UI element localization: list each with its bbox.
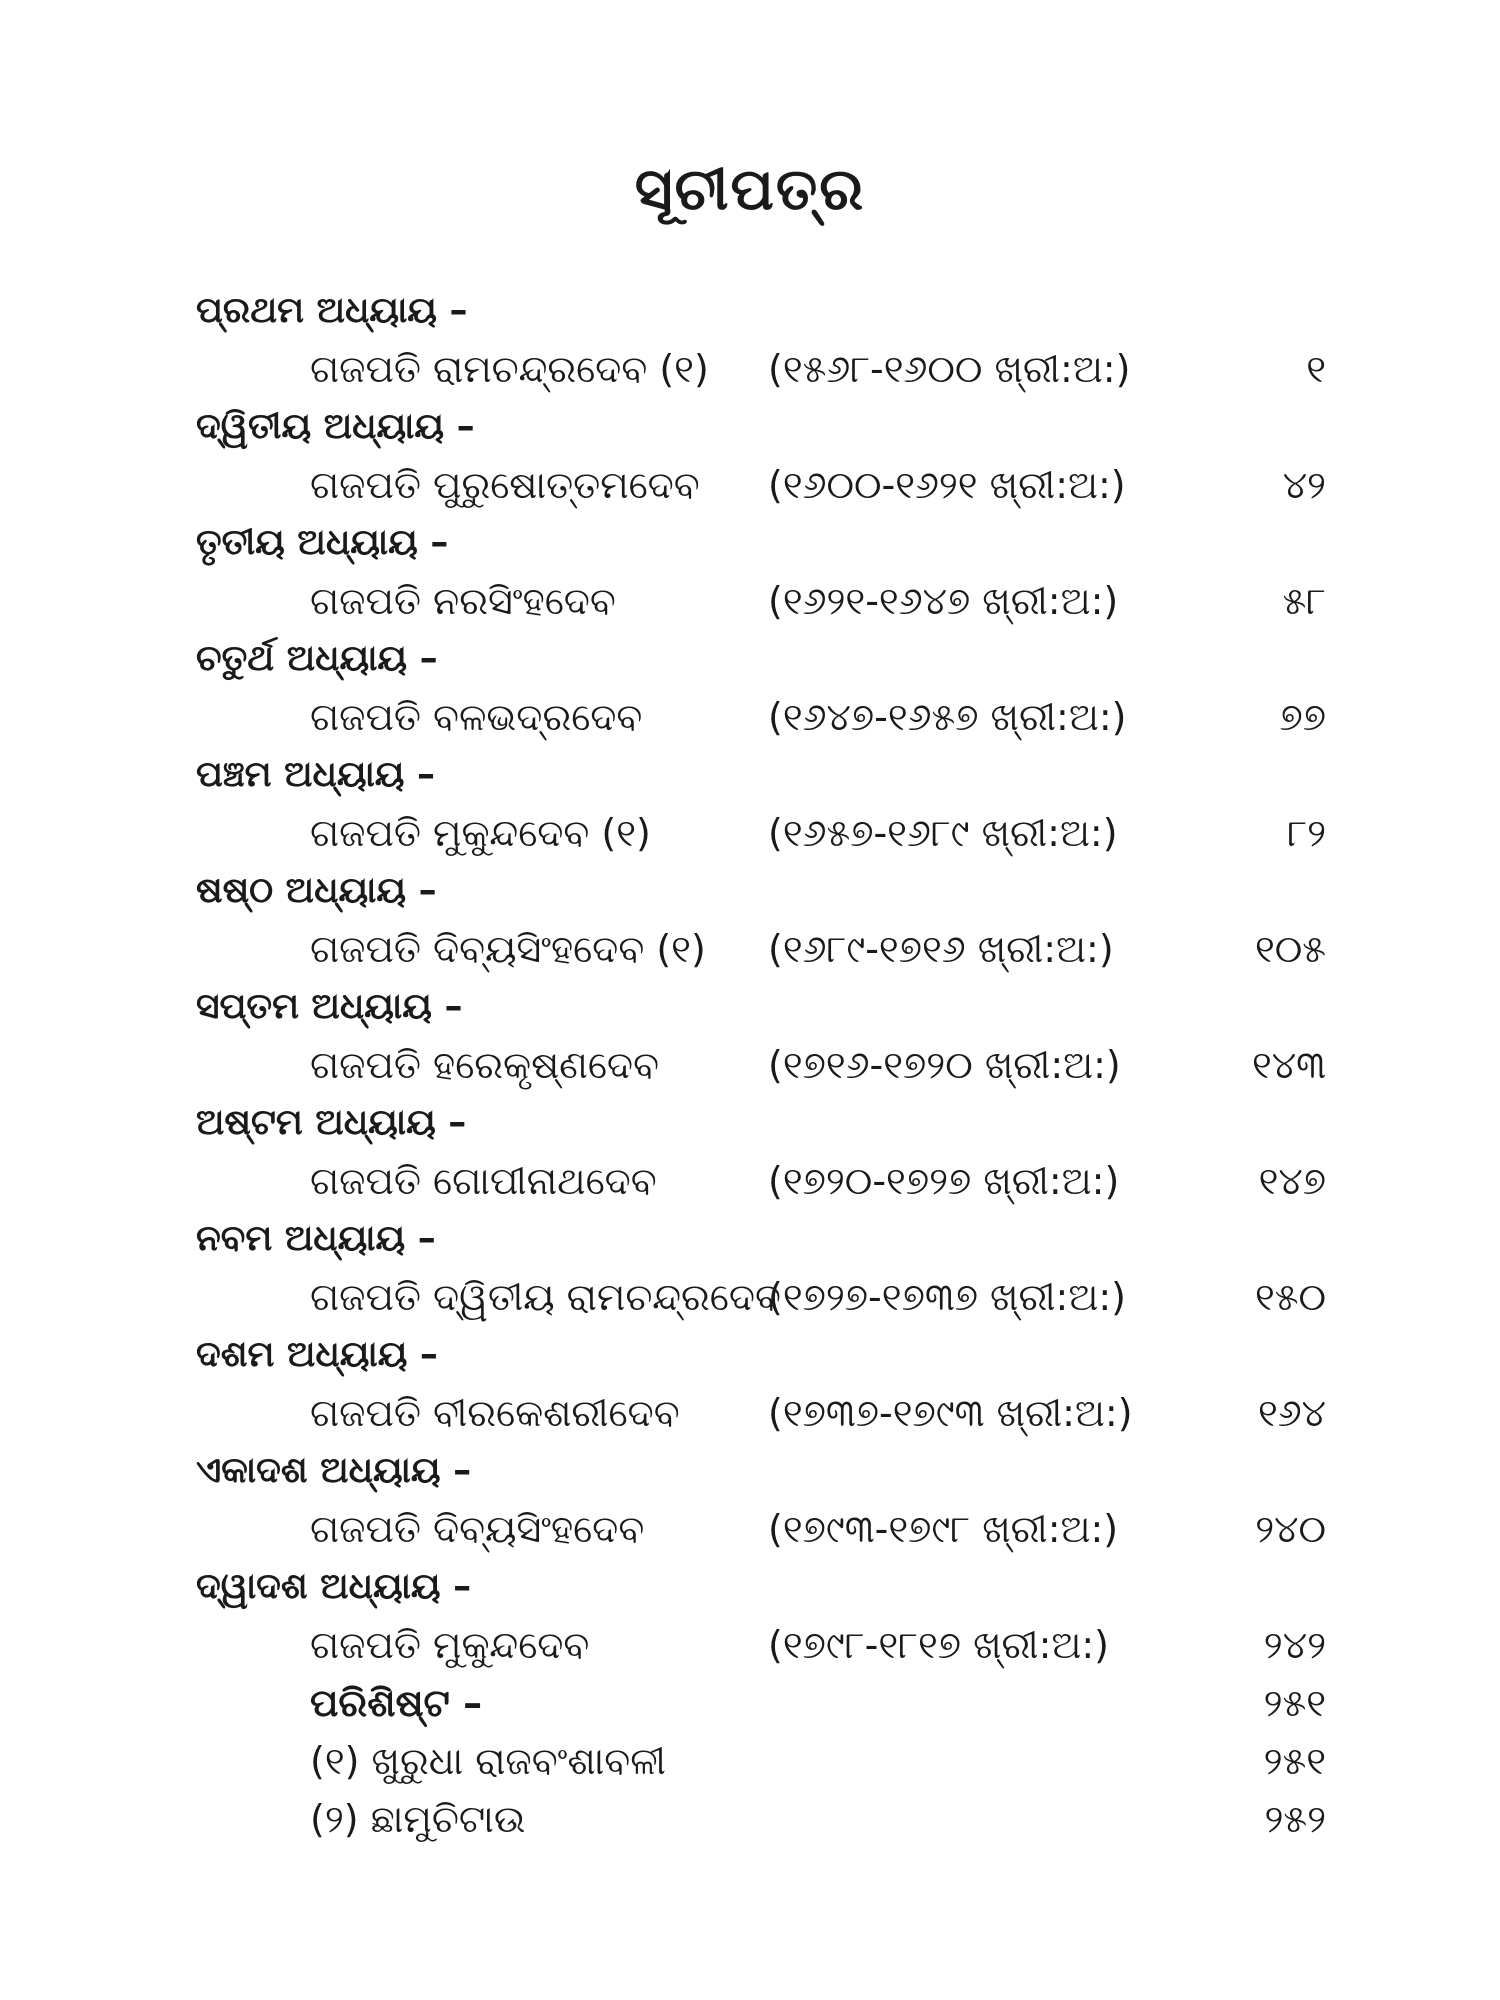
chapter-heading: ପଞ୍ଚମ ଅଧ୍ୟାୟ – <box>196 754 436 795</box>
entry-page-number: ୧ <box>1306 347 1326 391</box>
appendix-item-page-number: ୨୫୨ <box>1264 1797 1326 1841</box>
entry-page-number: ୮୨ <box>1287 811 1326 855</box>
entry-dates: (୧୭୨୦-୧୭୨୭ ଖ୍ରୀ:ଅ:) <box>768 1159 1120 1203</box>
appendix-item-label: (୨) ଛାମୁଚିଟାଉ <box>310 1797 526 1841</box>
appendix-page-number: ୨୫୧ <box>1263 1681 1326 1725</box>
chapter-heading: ପ୍ରଥମ ଅଧ୍ୟାୟ – <box>196 290 468 331</box>
chapter-1 <box>196 282 1326 398</box>
chapter-entry[interactable] <box>196 1616 1326 1674</box>
entry-dates: (୧୬୪୭-୧୬୫୭ ଖ୍ରୀ:ଅ:) <box>768 695 1127 739</box>
entry-name: ଗଜପତି ବଳଭଦ୍ରଦେବ <box>310 695 643 739</box>
entry-name: ଗଜପତି ନରସିଂହଦେବ <box>310 579 616 623</box>
entry-page-number: ୫୮ <box>1282 579 1326 623</box>
entry-dates: (୧୭୧୬-୧୭୨୦ ଖ୍ରୀ:ଅ:) <box>768 1043 1121 1087</box>
chapter-4 <box>196 630 1326 746</box>
chapter-entry[interactable] <box>196 920 1326 978</box>
appendix-heading: ପରିଶିଷ୍ଟ – <box>310 1681 483 1725</box>
chapter-heading: ଦ୍ୱାଦଶ ଅଧ୍ୟାୟ – <box>196 1566 472 1607</box>
chapter-entry[interactable] <box>196 1036 1326 1094</box>
chapter-6 <box>196 862 1326 978</box>
chapter-entry[interactable] <box>196 340 1326 398</box>
chapter-entry[interactable] <box>196 688 1326 746</box>
entry-dates: (୧୭୯୩-୧୭୯୮ ଖ୍ରୀ:ଅ:) <box>768 1507 1119 1551</box>
page-title: ସୂଚୀପତ୍ର <box>634 155 866 223</box>
entry-name: ଗଜପତି ରାମଚନ୍ଦ୍ରଦେବ (୧) <box>310 347 709 391</box>
chapter-entry[interactable] <box>196 456 1326 514</box>
entry-name: ଗଜପତି ଦ୍ୱିତୀୟ ରାମଚନ୍ଦ୍ରଦେବ <box>310 1275 781 1319</box>
entry-page-number: ୭୭ <box>1279 695 1326 739</box>
chapter-5 <box>196 746 1326 862</box>
entry-dates: (୧୭୨୭-୧୭୩୭ ଖ୍ରୀ:ଅ:) <box>768 1275 1126 1319</box>
chapter-heading: ସପ୍ତମ ଅଧ୍ୟାୟ – <box>196 986 463 1027</box>
chapter-9 <box>196 1210 1326 1326</box>
entry-page-number: ୧୬୪ <box>1257 1391 1326 1435</box>
entry-name: ଗଜପତି ମୁକୁନ୍ଦଦେବ (୧) <box>310 811 651 855</box>
entry-dates: (୧୬୮୯-୧୭୧୬ ଖ୍ରୀ:ଅ:) <box>768 927 1114 971</box>
chapter-heading: ଅଷ୍ଟମ ଅଧ୍ୟାୟ – <box>196 1102 467 1143</box>
entry-page-number: ୪୨ <box>1282 463 1326 507</box>
entry-name: ଗଜପତି ମୁକୁନ୍ଦଦେବ <box>310 1623 590 1667</box>
entry-name: ଗଜପତି ଗୋପୀନାଥଦେବ <box>310 1159 657 1203</box>
entry-dates: (୧୫୬୮-୧୬୦୦ ଖ୍ରୀ:ଅ:) <box>768 347 1131 391</box>
appendix-item-label: (୧) ଖୁରୁଧା ରାଜବଂଶାବଳୀ <box>310 1739 666 1783</box>
entry-dates: (୧୬୦୦-୧୬୨୧ ଖ୍ରୀ:ଅ:) <box>768 463 1126 507</box>
chapter-11 <box>196 1442 1326 1558</box>
chapter-entry[interactable] <box>196 572 1326 630</box>
chapter-7 <box>196 978 1326 1094</box>
chapter-entry[interactable] <box>196 1500 1326 1558</box>
entry-dates: (୧୬୨୧-୧୬୪୭ ଖ୍ରୀ:ଅ:) <box>768 579 1119 623</box>
entry-name: ଗଜପତି ଦିବ୍ୟସିଂହଦେବ (୧) <box>310 927 706 971</box>
chapter-12 <box>196 1558 1326 1674</box>
chapter-entry[interactable] <box>196 804 1326 862</box>
chapter-heading: ଷଷ୍ଠ ଅଧ୍ୟାୟ – <box>196 870 437 911</box>
chapter-heading: ଦଶମ ଅଧ୍ୟାୟ – <box>196 1334 438 1375</box>
chapter-8 <box>196 1094 1326 1210</box>
appendix-entry[interactable] <box>196 1674 1326 1732</box>
chapter-entry[interactable] <box>196 1384 1326 1442</box>
entry-page-number: ୨୪୨ <box>1263 1623 1326 1667</box>
entry-page-number: ୧୦୫ <box>1254 927 1326 971</box>
entry-page-number: ୧୪୩ <box>1251 1043 1326 1087</box>
appendix <box>196 1674 1326 1848</box>
table-of-contents <box>196 282 1326 1848</box>
chapter-3 <box>196 514 1326 630</box>
chapter-heading: ନବମ ଅଧ୍ୟାୟ – <box>196 1218 436 1259</box>
chapter-heading: ଦ୍ୱିତୀୟ ଅଧ୍ୟାୟ – <box>196 406 475 447</box>
chapter-2 <box>196 398 1326 514</box>
chapter-heading: ତୃତୀୟ ଅଧ୍ୟାୟ – <box>196 522 449 563</box>
entry-name: ଗଜପତି ବୀରକେଶରୀଦେବ <box>310 1391 680 1435</box>
appendix-item[interactable] <box>196 1790 1326 1848</box>
entry-name: ଗଜପତି ହରେକୃଷ୍ଣଦେବ <box>310 1043 659 1087</box>
chapter-10 <box>196 1326 1326 1442</box>
entry-name: ଗଜପତି ଦିବ୍ୟସିଂହଦେବ <box>310 1507 645 1551</box>
entry-dates: (୧୭୯୮-୧୮୧୭ ଖ୍ରୀ:ଅ:) <box>768 1623 1110 1667</box>
chapter-entry[interactable] <box>196 1268 1326 1326</box>
entry-page-number: ୨୪୦ <box>1255 1507 1326 1551</box>
entry-name: ଗଜପତି ପୁରୁଷୋତ୍ତମଦେବ <box>310 463 700 507</box>
chapter-heading: ଏକାଦଶ ଅଧ୍ୟାୟ – <box>196 1450 472 1491</box>
appendix-item-page-number: ୨୫୧ <box>1263 1739 1326 1783</box>
entry-dates: (୧୭୩୭-୧୭୯୩ ଖ୍ରୀ:ଅ:) <box>768 1391 1133 1435</box>
chapter-entry[interactable] <box>196 1152 1326 1210</box>
entry-dates: (୧୬୫୭-୧୬୮୯ ଖ୍ରୀ:ଅ:) <box>768 811 1118 855</box>
entry-page-number: ୧୫୦ <box>1254 1275 1326 1319</box>
chapter-heading: ଚତୁର୍ଥ ଅଧ୍ୟାୟ – <box>196 638 438 679</box>
appendix-item[interactable] <box>196 1732 1326 1790</box>
entry-page-number: ୧୪୭ <box>1258 1159 1326 1203</box>
